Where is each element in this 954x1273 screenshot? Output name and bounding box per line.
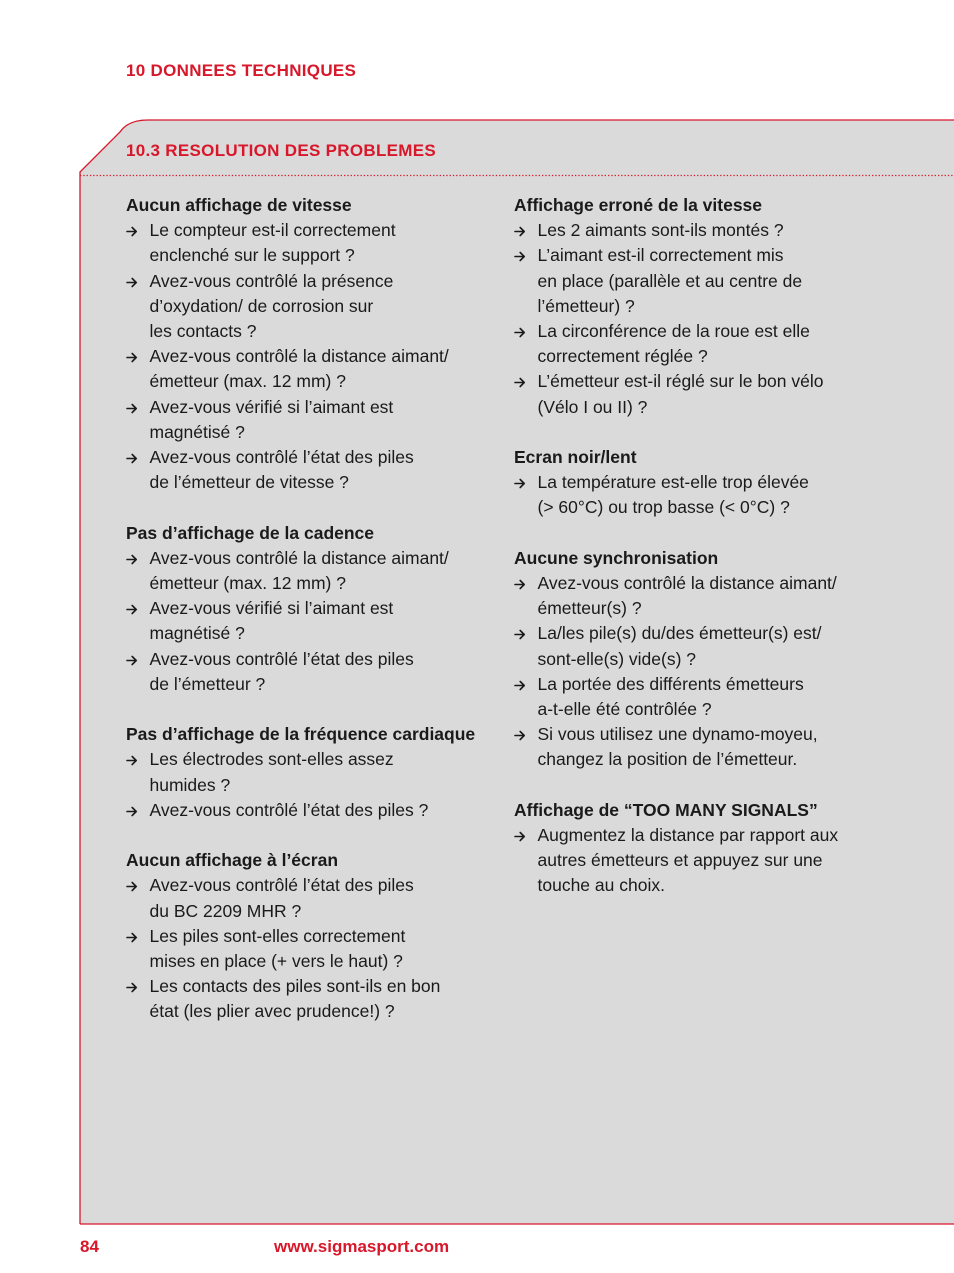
list-item bbox=[514, 571, 874, 621]
group-title: Aucun affichage de vitesse bbox=[126, 195, 352, 215]
list-item-line: Avez-vous vérifié si l’aimant est bbox=[149, 396, 394, 417]
list-item-line: L’émetteur est-il réglé sur le bon vélo bbox=[537, 371, 824, 392]
list-item bbox=[126, 395, 486, 445]
list-item bbox=[126, 873, 486, 923]
troubleshooting-group bbox=[514, 445, 874, 521]
list-item-line: Avez-vous contrôlé l’état des piles bbox=[149, 875, 414, 896]
list-item-line: Les piles sont-elles correctement bbox=[149, 925, 406, 946]
arrow-right-icon bbox=[126, 924, 138, 956]
arrow-right-icon bbox=[514, 823, 526, 855]
chapter-title: 10 DONNEES TECHNIQUES bbox=[126, 61, 357, 80]
list-item bbox=[514, 823, 874, 899]
list-item-line: humides ? bbox=[149, 774, 231, 795]
section-title: 10.3 RESOLUTION DES PROBLEMES bbox=[126, 141, 437, 160]
arrow-right-icon bbox=[126, 269, 138, 301]
arrow-right-icon bbox=[126, 546, 138, 578]
list-item-line: Avez-vous contrôlé la distance aimant/ bbox=[149, 346, 449, 367]
list-item-line: Avez-vous contrôlé la distance aimant/ bbox=[537, 573, 837, 594]
troubleshooting-group bbox=[514, 798, 874, 899]
list-item-line: émetteur(s) ? bbox=[537, 598, 642, 619]
list-item bbox=[514, 319, 874, 369]
arrow-right-icon bbox=[514, 571, 526, 603]
arrow-right-icon bbox=[126, 445, 138, 477]
troubleshooting-group bbox=[514, 193, 874, 420]
list-item bbox=[126, 269, 486, 345]
list-item bbox=[126, 596, 486, 646]
list-item bbox=[514, 621, 874, 671]
group-title: Affichage de “TOO MANY SIGNALS” bbox=[514, 799, 818, 820]
list-item bbox=[514, 369, 874, 419]
arrow-right-icon bbox=[126, 974, 138, 1006]
arrow-right-icon bbox=[514, 672, 526, 704]
list-item-line: en place (parallèle et au centre de bbox=[537, 270, 803, 291]
arrow-right-icon bbox=[514, 243, 526, 275]
list-item-line: (> 60°C) ou trop basse (< 0°C) ? bbox=[537, 497, 790, 518]
list-item-line: Avez-vous vérifié si l’aimant est bbox=[149, 598, 394, 619]
list-item-line: Avez-vous contrôlé la présence bbox=[149, 270, 394, 291]
list-item bbox=[514, 722, 874, 772]
list-item-line: Le compteur est-il correctement bbox=[149, 220, 396, 241]
list-item-line: Les électrodes sont-elles assez bbox=[149, 749, 394, 770]
list-item-line: Si vous utilisez une dynamo-moyeu, bbox=[537, 724, 818, 745]
page-number: 84 bbox=[80, 1237, 99, 1256]
arrow-right-icon bbox=[514, 369, 526, 401]
list-item-line: Avez-vous contrôlé l’état des piles bbox=[149, 447, 414, 468]
arrow-right-icon bbox=[126, 596, 138, 628]
list-item-line: Les 2 aimants sont-ils montés ? bbox=[537, 220, 784, 241]
group-title: Aucun affichage à l’écran bbox=[126, 850, 339, 871]
list-item-line: d’oxydation/ de corrosion sur bbox=[149, 295, 374, 316]
arrow-right-icon bbox=[126, 218, 138, 250]
arrow-right-icon bbox=[126, 395, 138, 427]
list-item-line: (Vélo I ou II) ? bbox=[537, 396, 648, 417]
website-url[interactable]: www.sigmasport.com bbox=[274, 1237, 450, 1256]
list-item-line: Avez-vous contrôlé la distance aimant/ bbox=[149, 547, 449, 568]
arrow-right-icon bbox=[126, 647, 138, 679]
arrow-right-icon bbox=[514, 621, 526, 653]
list-item bbox=[514, 672, 874, 722]
list-item-line: L’aimant est-il correctement mis bbox=[537, 245, 784, 266]
list-item-line: Les contacts des piles sont-ils en bon bbox=[149, 976, 441, 997]
list-item-line: Augmentez la distance par rapport aux bbox=[537, 825, 839, 846]
troubleshooting-group bbox=[126, 521, 486, 697]
list-item bbox=[126, 974, 486, 1024]
list-item-line: changez la position de l’émetteur. bbox=[537, 749, 798, 770]
list-item bbox=[514, 243, 874, 319]
list-item bbox=[126, 647, 486, 697]
list-item bbox=[126, 344, 486, 394]
group-title: Aucune synchronisation bbox=[514, 547, 719, 568]
list-item-line: émetteur (max. 12 mm) ? bbox=[149, 371, 346, 392]
arrow-right-icon bbox=[514, 722, 526, 754]
list-item bbox=[514, 218, 874, 243]
list-item-line: La/les pile(s) du/des émetteur(s) est/ bbox=[537, 623, 822, 644]
troubleshooting-group bbox=[126, 722, 486, 823]
list-item-line: autres émetteurs et appuyez sur une bbox=[537, 850, 823, 871]
list-item-line: enclenché sur le support ? bbox=[149, 245, 355, 266]
arrow-right-icon bbox=[514, 319, 526, 351]
list-item-line: touche au choix. bbox=[537, 875, 665, 896]
list-item bbox=[126, 445, 486, 495]
list-item bbox=[126, 747, 486, 797]
list-item-line: émetteur (max. 12 mm) ? bbox=[149, 573, 346, 594]
troubleshooting-group bbox=[514, 546, 874, 773]
list-item-line: Avez-vous contrôlé l’état des piles bbox=[149, 648, 414, 669]
group-title: Pas d’affichage de la cadence bbox=[126, 522, 375, 543]
list-item-line: La circonférence de la roue est elle bbox=[537, 321, 810, 342]
arrow-right-icon bbox=[126, 747, 138, 779]
right-column bbox=[514, 193, 874, 924]
list-item-line: Avez-vous contrôlé l’état des piles ? bbox=[149, 799, 429, 820]
list-item-line: La température est-elle trop élevée bbox=[537, 472, 809, 493]
arrow-right-icon bbox=[126, 873, 138, 905]
list-item-line: mises en place (+ vers le haut) ? bbox=[149, 951, 403, 972]
arrow-right-icon bbox=[126, 798, 138, 830]
list-item-line: sont-elle(s) vide(s) ? bbox=[537, 648, 697, 669]
troubleshooting-group bbox=[126, 193, 486, 495]
arrow-right-icon bbox=[514, 470, 526, 502]
list-item bbox=[126, 924, 486, 974]
group-title: Ecran noir/lent bbox=[514, 447, 637, 468]
group-title: Pas d’affichage de la fréquence cardiaque bbox=[126, 724, 476, 745]
list-item bbox=[126, 218, 486, 268]
list-item-line: l’émetteur) ? bbox=[537, 295, 635, 316]
list-item-line: a-t-elle été contrôlée ? bbox=[537, 699, 712, 720]
list-item-line: du BC 2209 MHR ? bbox=[149, 900, 302, 921]
list-item-line: état (les plier avec prudence!) ? bbox=[149, 1001, 395, 1022]
group-title: Affichage erroné de la vitesse bbox=[514, 195, 763, 215]
list-item-line: correctement réglée ? bbox=[537, 346, 708, 367]
list-item-line: magnétisé ? bbox=[149, 421, 245, 442]
left-column bbox=[126, 193, 486, 1050]
list-item-line: magnétisé ? bbox=[149, 623, 245, 644]
list-item-line: les contacts ? bbox=[149, 321, 257, 342]
list-item bbox=[126, 798, 486, 823]
list-item bbox=[514, 470, 874, 520]
arrow-right-icon bbox=[126, 344, 138, 376]
list-item-line: La portée des différents émetteurs bbox=[537, 673, 804, 694]
troubleshooting-group bbox=[126, 848, 486, 1024]
list-item-line: de l’émetteur de vitesse ? bbox=[149, 472, 349, 493]
list-item bbox=[126, 546, 486, 596]
list-item-line: de l’émetteur ? bbox=[149, 673, 266, 694]
